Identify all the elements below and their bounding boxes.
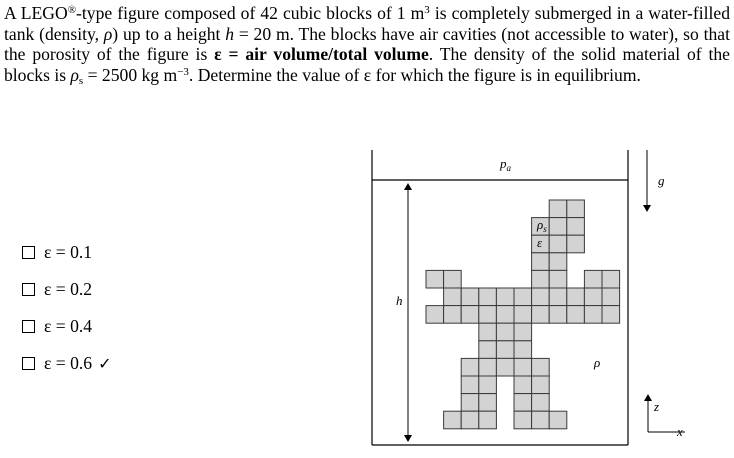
lego-block: [584, 288, 602, 306]
lego-block: [567, 235, 585, 253]
lego-block: [532, 306, 550, 324]
option-4-label: ε = 0.6: [44, 353, 93, 373]
lego-block: [514, 323, 532, 341]
lego-block: [532, 253, 550, 271]
problem-text-11: . The density of the solid material of the blocks is: [4, 44, 730, 85]
lego-block: [532, 270, 550, 288]
lego-block: [461, 306, 479, 324]
option-2-label: ε = 0.2: [44, 279, 93, 299]
lego-block: [461, 394, 479, 412]
option-3-checkbox[interactable]: [22, 320, 35, 333]
option-1[interactable]: [22, 234, 112, 271]
lego-block: [584, 306, 602, 324]
option-3[interactable]: [22, 308, 112, 345]
g-label: g: [658, 173, 665, 188]
lego-block: [549, 218, 567, 236]
option-2-checkbox[interactable]: [22, 283, 35, 296]
registered-mark: ®: [67, 4, 77, 16]
lego-block: [479, 323, 497, 341]
lego-block: [549, 306, 567, 324]
epsilon-label: ε: [537, 235, 543, 250]
lego-block: [532, 288, 550, 306]
lego-block: [461, 376, 479, 394]
option-4[interactable]: [22, 345, 112, 382]
problem-text-3: -type figure composed of 42 cubic blocks of 1 m: [76, 3, 425, 23]
problem-text-1: A LEGO: [4, 3, 68, 23]
cube-exponent: 3: [424, 4, 430, 16]
lego-block: [514, 358, 532, 376]
pa-label: [499, 156, 512, 173]
lego-block: [567, 200, 585, 218]
h-label: h: [396, 293, 403, 308]
z-label: z: [654, 399, 660, 414]
lego-block: [496, 306, 514, 324]
lego-block: [532, 376, 550, 394]
lego-block: [602, 288, 620, 306]
x-label: x: [677, 424, 683, 439]
pa-sub: a: [506, 163, 511, 173]
rho-s-main: ρ: [537, 217, 544, 232]
lego-block: [514, 306, 532, 324]
option-3-label: ε = 0.4: [44, 316, 93, 336]
pa-main: p: [500, 156, 507, 171]
lego-block: [567, 288, 585, 306]
lego-block: [496, 341, 514, 359]
lego-block: [479, 394, 497, 412]
lego-block: [549, 253, 567, 271]
rho-symbol: ρ: [103, 23, 113, 44]
option-4-checkbox[interactable]: [22, 357, 35, 370]
lego-block: [514, 411, 532, 429]
lego-block: [479, 306, 497, 324]
option-4-checkmark: ✓: [98, 354, 112, 373]
lego-block: [514, 394, 532, 412]
lego-block: [444, 306, 462, 324]
lego-block: [426, 270, 444, 288]
lego-figure: [426, 200, 620, 429]
lego-block: [444, 270, 462, 288]
h-symbol: h: [225, 23, 235, 44]
lego-block: [549, 200, 567, 218]
rho-label: ρ: [594, 355, 601, 370]
lego-block: [567, 306, 585, 324]
lego-block: [532, 394, 550, 412]
lego-block: [514, 341, 532, 359]
problem-text-14: = 2500 kg m: [83, 64, 178, 85]
lego-block: [479, 288, 497, 306]
lego-block: [549, 288, 567, 306]
lego-block: [532, 411, 550, 429]
lego-block: [461, 358, 479, 376]
tank-figure: [360, 145, 710, 455]
lego-block: [444, 288, 462, 306]
lego-block: [532, 358, 550, 376]
lego-block: [426, 306, 444, 324]
option-1-checkbox[interactable]: [22, 246, 35, 259]
option-2[interactable]: [22, 271, 112, 308]
lego-block: [461, 288, 479, 306]
lego-block: [496, 358, 514, 376]
lego-block: [479, 341, 497, 359]
lego-block: [461, 411, 479, 429]
problem-statement: [4, 3, 730, 85]
lego-block: [567, 218, 585, 236]
option-1-label: ε = 0.1: [44, 242, 93, 262]
lego-block: [549, 411, 567, 429]
rho-s-sub: s: [543, 224, 547, 234]
lego-block: [602, 306, 620, 324]
rho-s-symbol: ρ: [70, 64, 79, 85]
lego-block: [514, 376, 532, 394]
lego-block: [479, 376, 497, 394]
lego-block: [584, 270, 602, 288]
problem-text-7: ) up to a height: [112, 23, 226, 44]
lego-block: [479, 411, 497, 429]
lego-block: [514, 288, 532, 306]
problem-text-16: . Determine the value of ε for which the figure is in equilibrium.: [188, 64, 641, 85]
lego-block: [549, 235, 567, 253]
rho-s-subscript: s: [78, 74, 84, 87]
problem-text-5: is completely submerged in a water-filled tank (density,: [4, 3, 730, 44]
lego-block: [496, 288, 514, 306]
lego-block: [602, 270, 620, 288]
porosity-definition: ε = air volume/total volume: [214, 44, 429, 65]
lego-block: [496, 323, 514, 341]
lego-block: [479, 358, 497, 376]
problem-text-9: = 20 m. The blocks have air cavities (not accessible to water), so that the porosity of the figure is: [4, 23, 731, 65]
lego-block: [444, 411, 462, 429]
lego-block: [549, 270, 567, 288]
density-exponent: −3: [177, 65, 189, 78]
answer-options: [22, 234, 112, 382]
